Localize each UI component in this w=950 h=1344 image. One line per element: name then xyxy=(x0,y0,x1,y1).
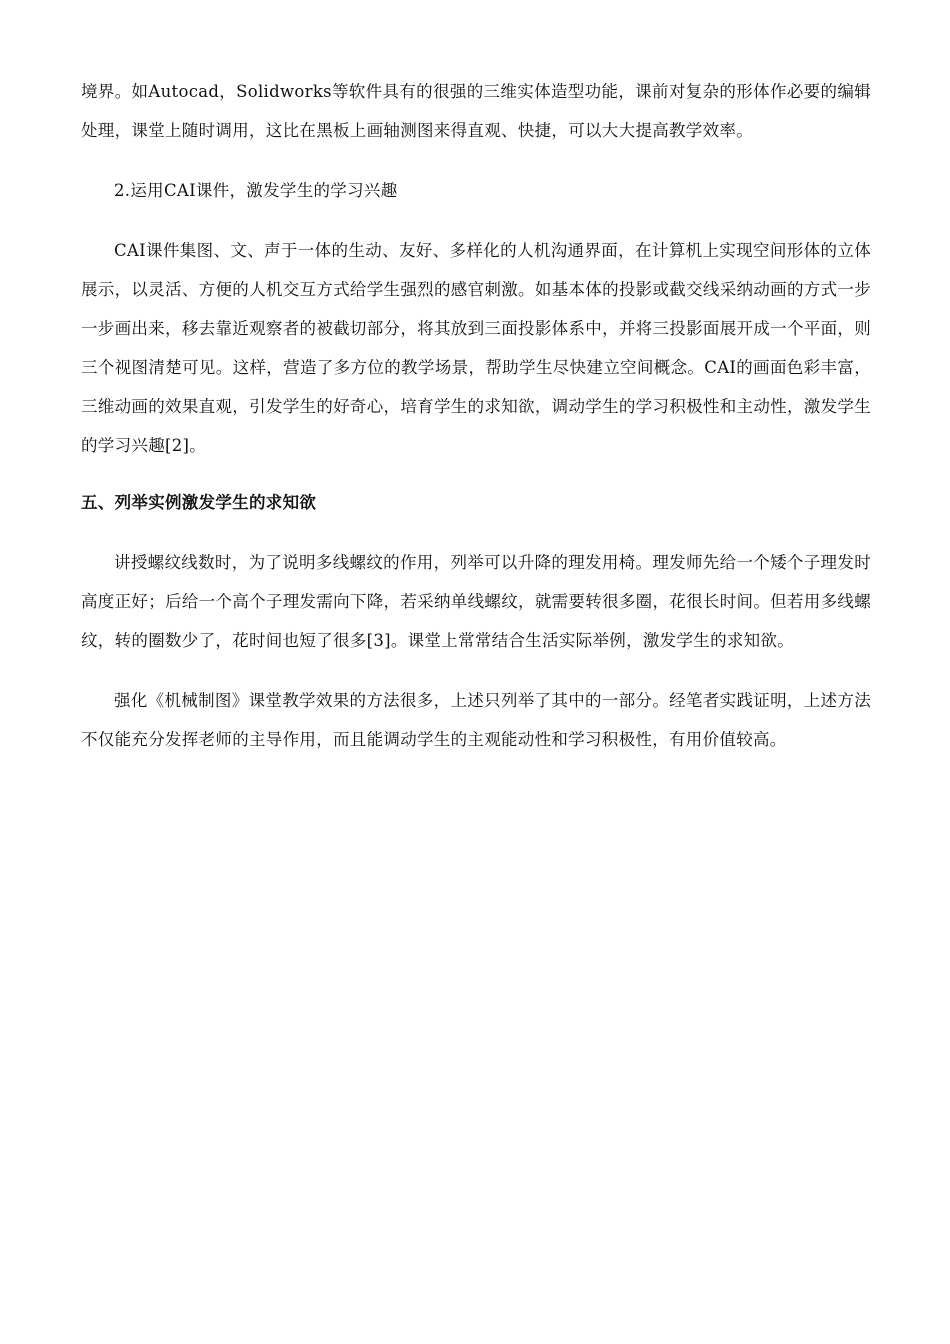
paragraph-cai-courseware: CAI课件集图、文、声于一体的生动、友好、多样化的人机沟通界面，在计算机上实现空间形体的立体展示，以灵活、方便的人机交互方式给学生强烈的感官刺激。如基本体的投影或截交线采纳动画的方式一步一步画出来，移去靠近观察者的被截切部分，将其放到三面投影体系中，并将三投影面展开成一个平面，则三个视图清楚可见。这样，营造了多方位的教学场景，帮助学生尽快建立空间概念。CAI的画面色彩丰富，三维动画的效果直观，引发学生的好奇心，培育学生的求知欲，调动学生的学习积极性和主动性，激发学生的学习兴趣[2]。 xyxy=(81,241,871,455)
paragraph-software-modeling: 境界。如Autocad，Solidworks等软件具有的很强的三维实体造型功能，课前对复杂的形体作必要的编辑处理，课堂上随时调用，这比在黑板上画轴测图来得直观、快捷，可以大大提高教学效率。 xyxy=(81,82,871,140)
paragraph-thread-example: 讲授螺纹线数时，为了说明多线螺纹的作用，列举可以升降的理发用椅。理发师先给一个矮个子理发时高度正好；后给一个高个子理发需向下降，若采纳单线螺纹，就需要转很多圈，花很长时间。但若用多线螺纹，转的圈数少了，花时间也短了很多[3]。课堂上常常结合生活实际举例，激发学生的求知欲。 xyxy=(81,553,871,650)
paragraph-conclusion: 强化《机械制图》课堂教学效果的方法很多，上述只列举了其中的一部分。经笔者实践证明，上述方法不仅能充分发挥老师的主导作用，而且能调动学生的主观能动性和学习积极性，有用价值较高。 xyxy=(81,691,871,749)
document-body xyxy=(81,72,871,759)
section-heading-examples: 五、列举实例激发学生的求知欲 xyxy=(81,493,317,512)
subheading-cai-courseware: 2.运用CAI课件，激发学生的学习兴趣 xyxy=(114,181,398,200)
